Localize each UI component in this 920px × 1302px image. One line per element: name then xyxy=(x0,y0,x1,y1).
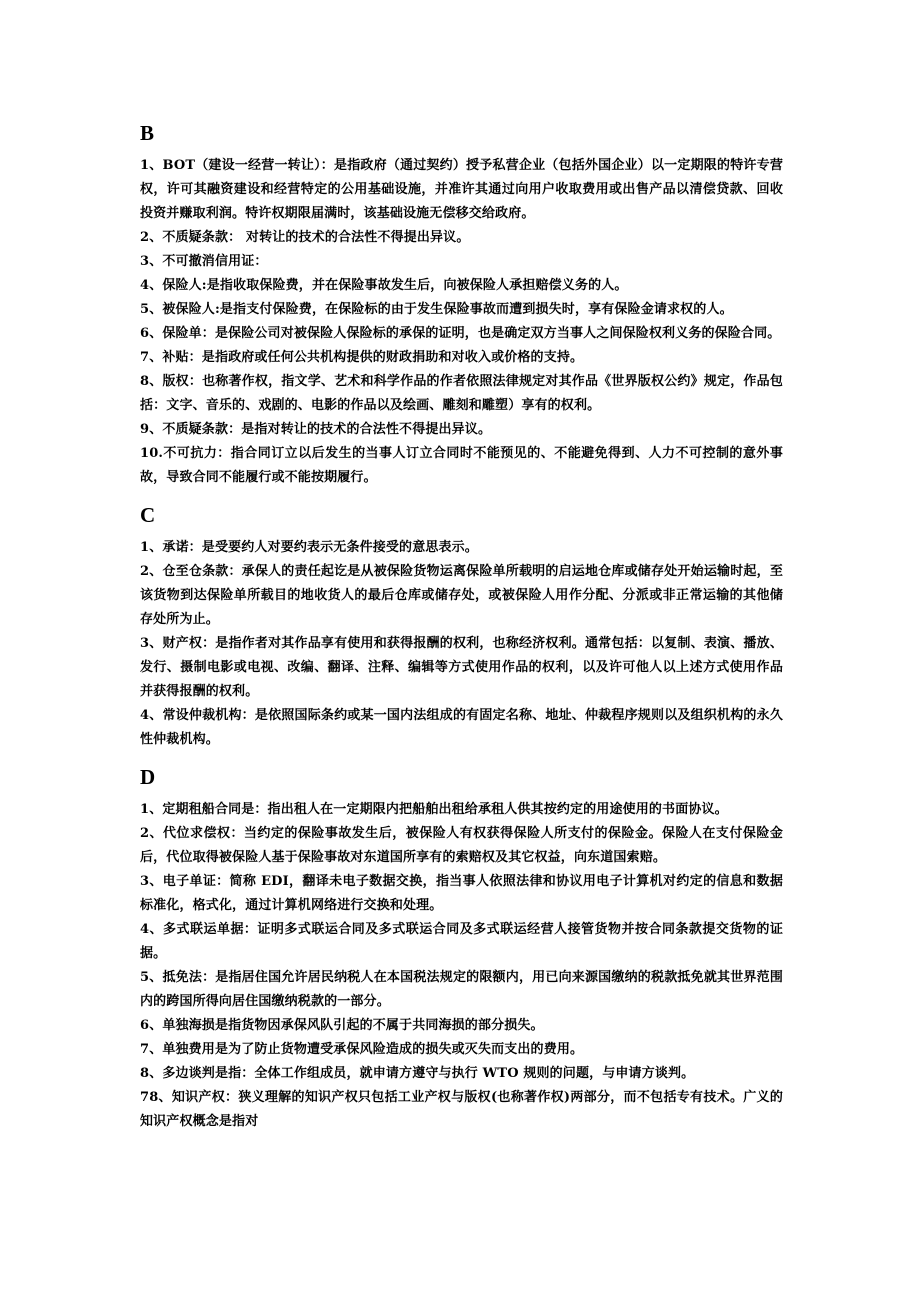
term-entry: 3、不可撤消信用证： xyxy=(140,254,268,269)
term-entry: 1、承诺：是受要约人对要约表示无条件接受的意思表示。 xyxy=(140,540,478,555)
section-c xyxy=(140,500,783,752)
term-entry: 2、代位求偿权：当约定的保险事故发生后，被保险人有权获得保险人所支付的保险金。保险人在支付保险金后，代位取得被保险人基于保险事故对东道国所享有的索赔权及其它权益，向东道国索赔。 xyxy=(140,826,783,865)
document-content xyxy=(140,118,783,1134)
term-entry: 6、单独海损是指货物因承保风队引起的不属于共同海损的部分损失。 xyxy=(140,1018,544,1033)
term-entry: 1、定期租船合同是：指出租人在一定期限内把船舶出租给承租人供其按约定的用途使用的书面协议。 xyxy=(140,802,728,817)
term-entry: 7、单独费用是为了防止货物遭受承保风险造成的损失或灭失而支出的费用。 xyxy=(140,1042,584,1057)
term-entry: 9、不质疑条款：是指对转让的技术的合法性不得提出异议。 xyxy=(140,422,492,437)
term-entry: 2、不质疑条款： 对转让的技术的合法性不得提出异议。 xyxy=(140,230,470,245)
term-entry: 6、保险单：是保险公司对被保险人保险标的承保的证明，也是确定双方当事人之间保险权利义务的保险合同。 xyxy=(140,326,781,341)
term-entry: 4、保险人:是指收取保险费，并在保险事故发生后，向被保险人承担赔偿义务的人。 xyxy=(140,278,628,293)
term-entry: 1、BOT（建设一经营一转让）：是指政府（通过契约）授予私营企业（包括外国企业）以一定期限的特许专营权，许可其融资建设和经营特定的公用基础设施，并准许其通过向用户收取费用或出售产品以清偿贷款、回收投资并赚取利润。特许权期限届满时，该基础设施无偿移交给政府。 xyxy=(140,158,783,221)
term-entry: 2、仓至仓条款：承保人的责任起讫是从被保险货物运离保险单所载明的启运地仓库或储存处开始运输时起，至该货物到达保险单所载目的地收货人的最后仓库或储存处，或被保险人用作分配、分派或非正常运输的其他储存处所为止。 xyxy=(140,564,783,627)
term-entry: 3、电子单证：简称 EDI，翻译未电子数据交换，指当事人依照法律和协议用电子计算机对约定的信息和数据标准化，格式化，通过计算机网络进行交换和处理。 xyxy=(140,874,783,913)
section-heading: D xyxy=(140,765,156,789)
term-entry: 5、被保险人:是指支付保险费，在保险标的由于发生保险事故而遭到损失时，享有保险金请求权的人。 xyxy=(140,302,733,317)
term-entry: 4、常设仲裁机构：是依照国际条约或某一国内法组成的有固定名称、地址、仲裁程序规则以及组织机构的永久性仲裁机构。 xyxy=(140,708,783,747)
term-entry: 78、知识产权：狭义理解的知识产权只包括工业产权与版权(也称著作权)两部分，而不包括专有技术。广义的知识产权概念是指对 xyxy=(140,1090,783,1129)
section-heading: C xyxy=(140,503,156,527)
term-entry: 5、抵免法：是指居住国允许居民纳税人在本国税法规定的限额内，用已向来源国缴纳的税款抵免就其世界范围内的跨国所得向居住国缴纳税款的一部分。 xyxy=(140,970,783,1009)
term-entry: 4、多式联运单据：证明多式联运合同及多式联运合同及多式联运经营人接管货物并按合同条款提交货物的证据。 xyxy=(140,922,783,961)
term-entry: 10.不可抗力：指合同订立以后发生的当事人订立合同时不能预见的、不能避免得到、人力不可控制的意外事故，导致合同不能履行或不能按期履行。 xyxy=(140,446,783,485)
term-entry: 8、版权：也称著作权，指文学、艺术和科学作品的作者依照法律规定对其作品《世界版权公约》规定，作品包括：文字、音乐的、戏剧的、电影的作品以及绘画、雕刻和雕塑）享有的权利。 xyxy=(140,374,783,413)
section-heading: B xyxy=(140,121,155,145)
term-entry: 8、多边谈判是指：全体工作组成员，就申请方遵守与执行 WTO 规则的问题，与申请方谈判。 xyxy=(140,1066,695,1081)
term-entry: 3、财产权：是指作者对其作品享有使用和获得报酬的权利，也称经济权利。通常包括：以复制、表演、播放、发行、摄制电影或电视、改编、翻译、注释、编辑等方式使用作品的权利，以及许可他人以上述方式使用作品并获得报酬的权利。 xyxy=(140,636,783,699)
term-entry: 7、补贴：是指政府或任何公共机构提供的财政捐助和对收入或价格的支持。 xyxy=(140,350,584,365)
section-d xyxy=(140,762,783,1134)
section-b xyxy=(140,118,783,490)
